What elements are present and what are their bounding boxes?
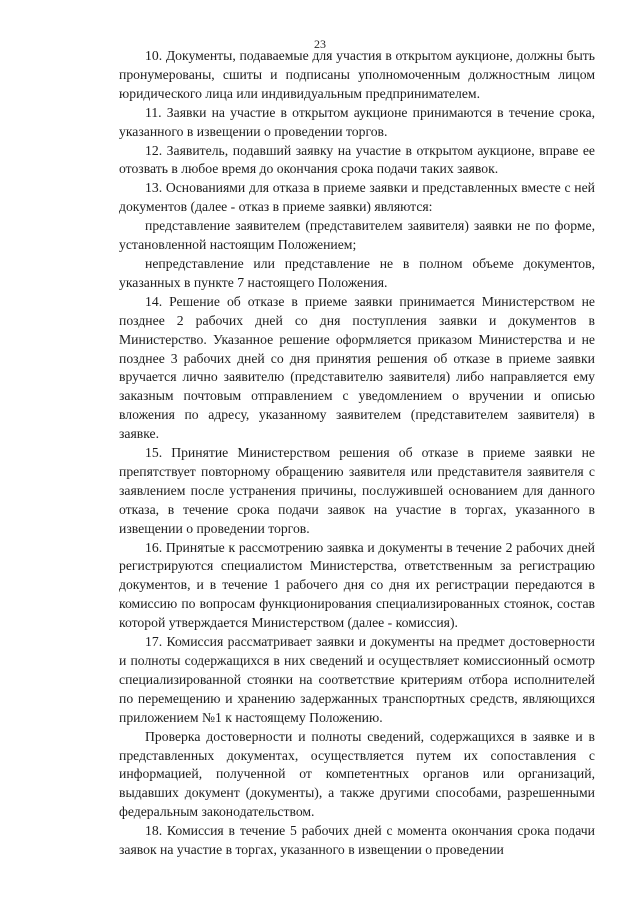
paragraph-17: 17. Комиссия рассматривает заявки и документы на предмет достоверности и полноты содержащихся в них сведений и осуществляет комиссионный осмотр специализированной стоянки на соответствие критериям отбора исполнителей по перемещению и хранению задержанных транспортных средств, являющихся приложением №1 к настоящему Положению. <box>119 634 595 725</box>
paragraph-17-verification: Проверка достоверности и полноты сведений, содержащихся в заявке и в представленных документах, осуществляется путем их сопоставления с информацией, полученной от компетентных органов или организаций, выдавших документ (документы), а также другими способами, разрешенными федеральным законодательством. <box>119 728 595 820</box>
paragraph-13-item-documents: непредставление или представление не в полном объеме документов, указанных в пункте 7 настоящего Положения. <box>119 255 595 290</box>
paragraph-13-item-form: представление заявителем (представителем заявителя) заявки не по форме, установленной настоящим Положением; <box>119 218 595 253</box>
paragraph-16: 16. Принятые к рассмотрению заявка и документы в течение 2 рабочих дней регистрируются специалистом Министерства, ответственным за регистрацию документов, и в течение 1 рабочего дня со дня их регистрации передаются в комиссию по вопросам функционирования специализированных стоянок, состав которой утверждается Министерством (далее - комиссия). <box>119 539 595 631</box>
paragraph-11: 11. Заявки на участие в открытом аукционе принимаются в течение срока, указанного в извещении о проведении торгов. <box>119 104 595 139</box>
paragraph-18: 18. Комиссия в течение 5 рабочих дней с момента окончания срока подачи заявок на участие в торгах, указанного в извещении о проведении <box>119 823 595 858</box>
document-body <box>119 47 595 860</box>
paragraph-14: 14. Решение об отказе в приеме заявки принимается Министерством не позднее 2 рабочих дней со дня поступления заявки и документов в Министерство. Указанное решение оформляется приказом Министерства и не позднее 3 рабочих дней со дня принятия решения об отказе в приеме заявки вручается лично заявителю (представителю заявителя) либо направляется ему заказным почтовым отправлением с уведомлением о вручении и описью вложения по адресу, указанному заявителем (представителем заявителя) в заявке. <box>119 293 595 442</box>
paragraph-15: 15. Принятие Министерством решения об отказе в приеме заявки не препятствует повторному обращению заявителя или представителя заявителя с заявлением после устранения причины, послужившей основанием для данного отказа, в течение срока подачи заявок на участие в торгах, указанного в извещении о проведении торгов. <box>119 445 595 536</box>
paragraph-12: 12. Заявитель, подавший заявку на участие в открытом аукционе, вправе ее отозвать в любое время до окончания срока подачи таких заявок. <box>119 142 595 177</box>
paragraph-10: 10. Документы, подаваемые для участия в открытом аукционе, должны быть пронумерованы, сшиты и подписаны уполномоченным должностным лицом юридического лица или индивидуальным предпринимателем. <box>119 48 595 101</box>
page-number: 23 <box>314 37 326 51</box>
paragraph-13: 13. Основаниями для отказа в приеме заявки и представленных вместе с ней документов (далее - отказ в приеме заявки) являются: <box>119 180 595 215</box>
